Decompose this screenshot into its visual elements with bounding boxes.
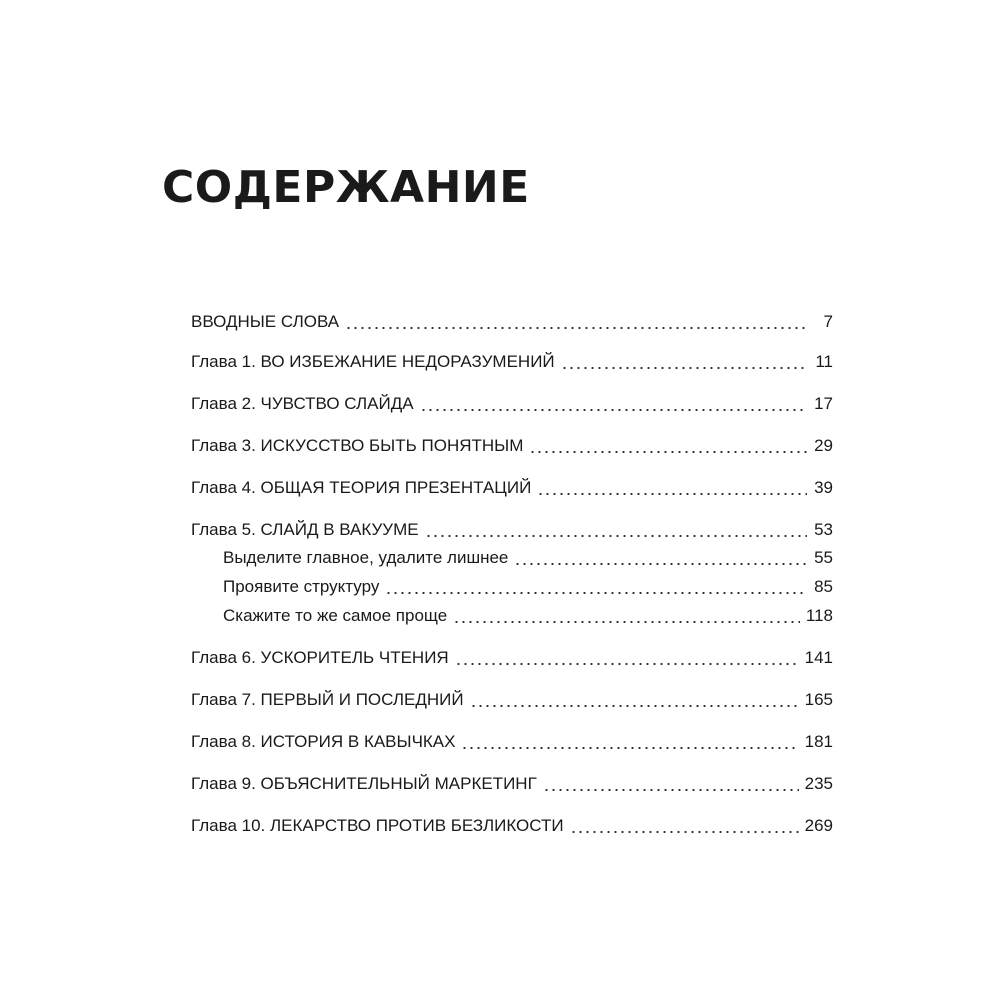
toc-entry-page: 29 — [814, 436, 833, 455]
toc-entry-chapter-6 — [191, 641, 833, 675]
toc-entry-page: 181 — [804, 732, 833, 751]
dot-leader — [425, 535, 807, 537]
toc-entry-chapter-7 — [191, 683, 833, 717]
dot-leader — [537, 493, 807, 495]
toc-entry-page: 85 — [814, 577, 833, 596]
toc-entry-chapter-8 — [191, 725, 833, 759]
toc-entry-chapter-1 — [191, 345, 833, 379]
toc-entry-title: Глава 7. ПЕРВЫЙ И ПОСЛЕДНИЙ — [191, 690, 464, 709]
toc-entry-title: Глава 9. ОБЪЯСНИТЕЛЬНЫЙ МАРКЕТИНГ — [191, 774, 537, 793]
toc-entry-chapter-2 — [191, 387, 833, 421]
toc-entry-chapter-10 — [191, 809, 833, 843]
dot-leader — [529, 451, 807, 453]
toc-entry-page: 165 — [804, 690, 833, 709]
toc-entry-page: 17 — [814, 394, 833, 413]
toc-entry-title: Глава 10. ЛЕКАРСТВО ПРОТИВ БЕЗЛИКОСТИ — [191, 816, 564, 835]
toc-entry-title: Глава 4. ОБЩАЯ ТЕОРИЯ ПРЕЗЕНТАЦИЙ — [191, 478, 532, 497]
toc-entry-title: Глава 5. СЛАЙД В ВАКУУМЕ — [191, 520, 419, 539]
toc-entry-title: Глава 6. УСКОРИТЕЛЬ ЧТЕНИЯ — [191, 648, 449, 667]
dot-leader — [420, 409, 807, 411]
toc-entry-title: Глава 8. ИСТОРИЯ В КАВЫЧКАХ — [191, 732, 456, 751]
dot-leader — [561, 367, 807, 369]
toc-entry-intro — [191, 305, 833, 339]
toc-entry-page: 11 — [815, 352, 833, 371]
dot-leader — [455, 663, 799, 665]
dot-leader — [385, 592, 807, 594]
dot-leader — [461, 747, 798, 749]
toc-entry-title: Глава 1. ВО ИЗБЕЖАНИЕ НЕДОРАЗУМЕНИЙ — [191, 352, 555, 371]
toc-entry-page: 39 — [814, 478, 833, 497]
dot-leader — [543, 789, 799, 791]
toc-entry-page: 141 — [804, 648, 833, 667]
toc-entry-chapter-3 — [191, 429, 833, 463]
dot-leader — [570, 831, 799, 833]
toc-entry-page: 118 — [805, 606, 833, 625]
toc-entry-page: 53 — [814, 520, 833, 539]
dot-leader — [345, 327, 807, 329]
dot-leader — [453, 621, 800, 623]
toc-entry-title: Глава 3. ИСКУССТВО БЫТЬ ПОНЯТНЫМ — [191, 436, 524, 455]
toc-entry-page: 7 — [823, 312, 833, 331]
toc-entry-chapter-9 — [191, 767, 833, 801]
toc-entry-page: 55 — [814, 548, 833, 567]
page-title: СОДЕРЖАНИЕ — [162, 162, 530, 213]
toc-entry-page: 269 — [804, 816, 833, 835]
toc-entry-title: Проявите структуру — [223, 577, 380, 596]
dot-leader — [514, 563, 807, 565]
toc-entry-title: ВВОДНЫЕ СЛОВА — [191, 312, 340, 331]
toc-entry-title: Выделите главное, удалите лишнее — [223, 548, 509, 567]
toc-entry-title: Глава 2. ЧУВСТВО СЛАЙДА — [191, 394, 414, 413]
toc-entry-page: 235 — [804, 774, 833, 793]
toc-entry-title: Скажите то же самое проще — [223, 606, 448, 625]
dot-leader — [470, 705, 799, 707]
toc-entry-chapter-4 — [191, 471, 833, 505]
toc-subentry-say-simpler — [223, 599, 833, 633]
